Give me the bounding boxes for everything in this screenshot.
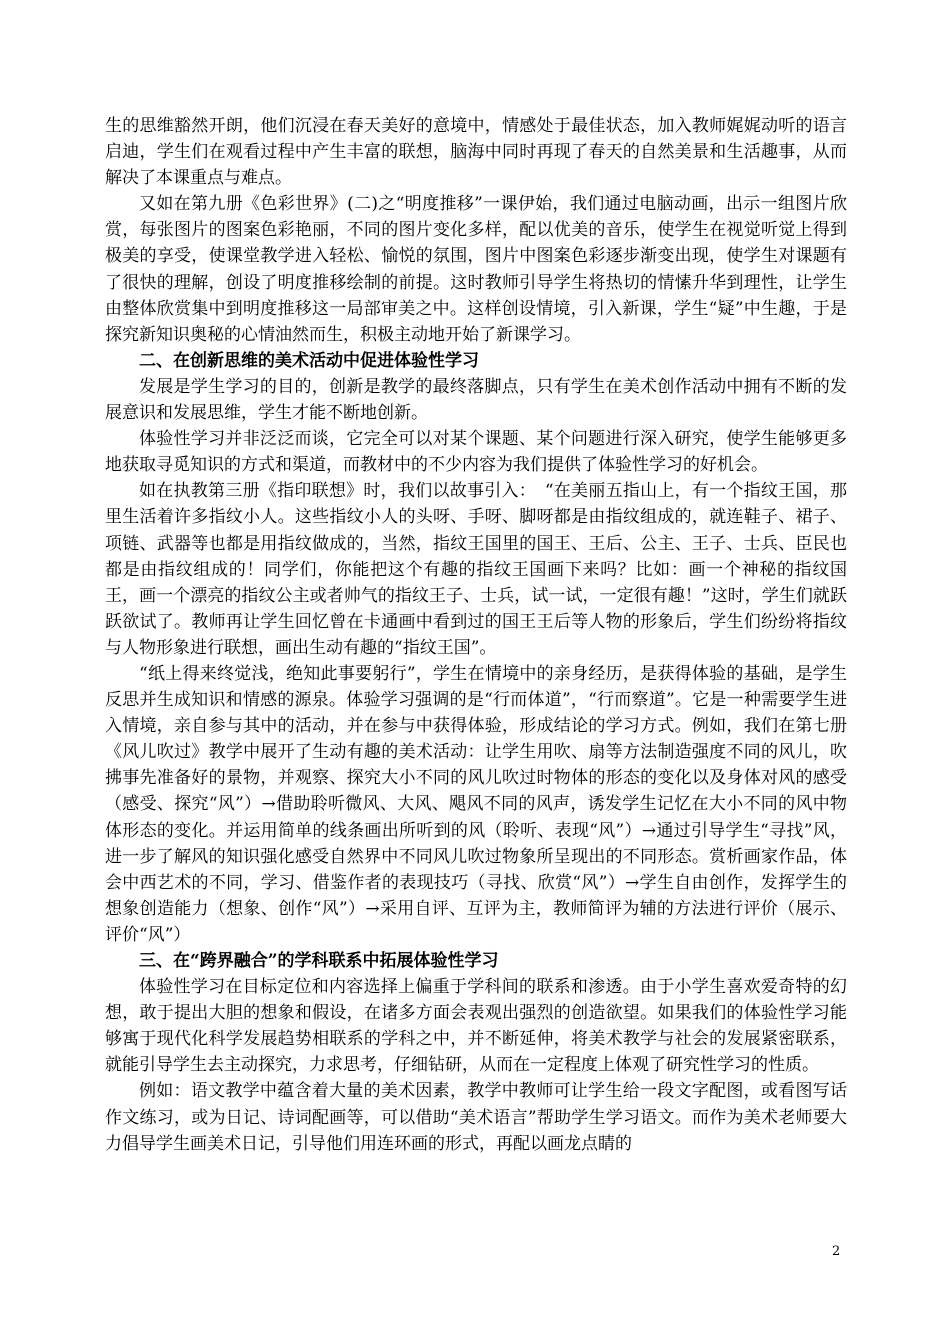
paragraph: 如在执教第三册《指印联想》时，我们以故事引入： “在美丽五指山上，有一个指纹王国，那里生活着许多指纹小人。这些指纹小人的头呀、手呀、脚呀都是由指纹组成的，就连鞋子、裙子、项链、武器等也都是用指纹做成的，当然，指纹王国里的国王、王后、公主、王子、士兵、臣民也都是由指纹组成的！同学们，你能把这个有趣的指纹王国画下来吗？比如：画一个神秘的指纹国王，画一个漂亮的指纹公主或者帅气的指纹王子、士兵，试一试，一定很有趣！”这时，学生们就跃跃欲试了。教师再让学生回忆曾在卡通画中看到过的国王王后等人物的形象后，学生们纷纷将指纹与人物形象进行联想，画出生动有趣的“指纹王国”。 (105, 481, 847, 658)
paragraph: “纸上得来终觉浅，绝知此事要躬行”，学生在情境中的亲身经历，是获得体验的基础，是学生反思并生成知识和情感的源泉。体验学习强调的是“行而体道”，“行而察道”。它是一种需要学生进入情境，亲自参与其中的活动，并在参与中获得体验，形成结论的学习方式。例如，我们在第七册《风儿吹过》教学中展开了生动有趣的美术活动：让学生用吹、扇等方法制造强度不同的风儿，吹拂事先准备好的景物，并观察、探究大小不同的风儿吹过时物体的形态的变化以及身体对风的感受（感受、探究“风”）→借助聆听微风、大风、飓风不同的风声，诱发学生记忆在大小不同的风中物体形态的变化。并运用简单的线条画出所听到的风（聆听、表现“风”）→通过引导学生“寻找”风，进一步了解风的知识强化感受自然界中不同风儿吹过物象所呈现出的不同形态。赏析画家作品，体会中西艺术的不同，学习、借鉴作者的表现技巧（寻找、欣赏“风”）→学生自由创作，发挥学生的想象创造能力（想象、创作“风”）→采用自评、互评为主，教师简评为辅的方法进行评价（展示、评价“风”） (105, 663, 847, 945)
paragraph: 又如在第九册《色彩世界》(二)之“明度推移”一课伊始，我们通过电脑动画，出示一组图片欣赏，每张图片的图案色彩艳丽，不同的图片变化多样，配以优美的音乐，使学生在视觉听觉上得到极美的享受，使课堂教学进入轻松、愉悦的氛围，图片中图案色彩逐步渐变出现，使学生对课题有了很快的理解，创设了明度推移绘制的前提。这时教师引导学生将热切的情愫升华到理性，让学生由整体欣赏集中到明度推移这一局部审美之中。这样创设情境，引入新课，学生“疑”中生趣，于是探究新知识奥秘的心情油然而生，积极主动地开始了新课学习。 (105, 194, 847, 345)
section-heading: 三、在“跨界融合”的学科联系中拓展体验性学习 (139, 951, 499, 971)
paragraph: 体验性学习并非泛泛而谈，它完全可以对某个课题、某个问题进行深入研究，使学生能够更多地获取寻觅知识的方式和渠道，而教材中的不少内容为我们提供了体验性学习的好机会。 (105, 429, 847, 476)
document-page (105, 113, 847, 1157)
paragraph: 发展是学生学习的目的，创新是教学的最终落脚点，只有学生在美术创作活动中拥有不断的发展意识和发展思维，学生才能不断地创新。 (105, 376, 847, 424)
section-heading: 二、在创新思维的美术活动中促进体验性学习 (139, 350, 479, 371)
paragraph: 例如：语文教学中蕴含着大量的美术因素，教学中教师可让学生给一段文字配图，或看图写话作文练习，或为日记、诗词配画等，可以借助“美术语言”帮助学生学习语文。而作为美术老师要大力倡导学生画美术日记，引导他们用连环画的形式，再配以画龙点睛的 (105, 1081, 847, 1154)
paragraph: 体验性学习在目标定位和内容选择上偏重于学科间的联系和渗透。由于小学生喜欢爱奇特的幻想，敢于提出大胆的想象和假设，在诸多方面会表观出强烈的创造欲望。如果我们的体验性学习能够寓于现代化科学发展趋势相联系的学科之中，并不断延伸，将美术教学与社会的发展紧密联系，就能引导学生去主动探究，力求思考，仔细钻研，从而在一定程度上体观了研究性学习的性质。 (105, 977, 847, 1076)
paragraph-continued: 生的思维豁然开朗，他们沉浸在春天美好的意境中，情感处于最佳状态，加入教师娓娓动听的语言启迪，学生们在观看过程中产生丰富的联想，脑海中同时再现了春天的自然美景和生活趣事，从而解决了本课重点与难点。 (105, 116, 847, 189)
page-number: 2 (832, 1244, 841, 1259)
